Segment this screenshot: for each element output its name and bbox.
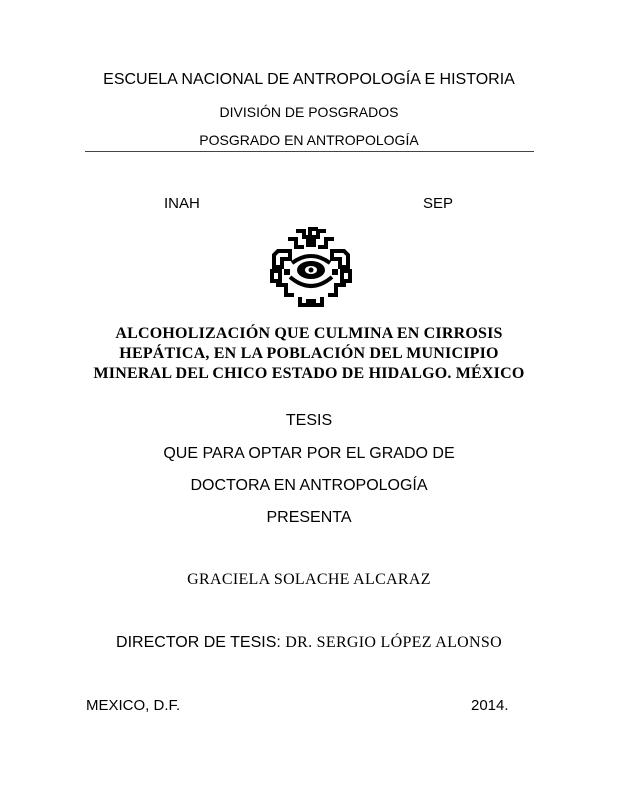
institution-inah: INAH [164, 195, 200, 212]
director-line [0, 634, 618, 652]
thesis-title-line-1: ALCOHOLIZACIÓN QUE CULMINA EN CIRROSIS [115, 325, 503, 342]
degree-purpose: QUE PARA OPTAR POR EL GRADO DE [163, 445, 455, 462]
school-name: ESCUELA NACIONAL DE ANTROPOLOGÍA E HISTORIA [103, 71, 515, 88]
program-name: POSGRADO EN ANTROPOLOGÍA [199, 132, 419, 148]
header-divider [85, 151, 534, 152]
year: 2014. [471, 697, 509, 714]
document-type: TESIS [285, 412, 333, 429]
degree-name: DOCTORA EN ANTROPOLOGÍA [190, 477, 428, 494]
place: MEXICO, D.F. [86, 697, 181, 714]
director-name: DR. SERGIO LÓPEZ ALONSO [285, 634, 502, 651]
division-name: DIVISIÓN DE POSGRADOS [219, 104, 399, 120]
escudo-enah-icon [266, 225, 356, 311]
author-name: GRACIELA SOLACHE ALCARAZ [187, 571, 431, 588]
presents-label: PRESENTA [266, 509, 352, 526]
institution-sep: SEP [423, 195, 454, 212]
director-label: DIRECTOR DE TESIS: [116, 634, 286, 651]
thesis-title-line-3: MINERAL DEL CHICO ESTADO DE HIDALGO. MÉXICO [93, 365, 525, 382]
thesis-title-line-2: HEPÁTICA, EN LA POBLACIÓN DEL MUNICIPIO [119, 345, 499, 362]
